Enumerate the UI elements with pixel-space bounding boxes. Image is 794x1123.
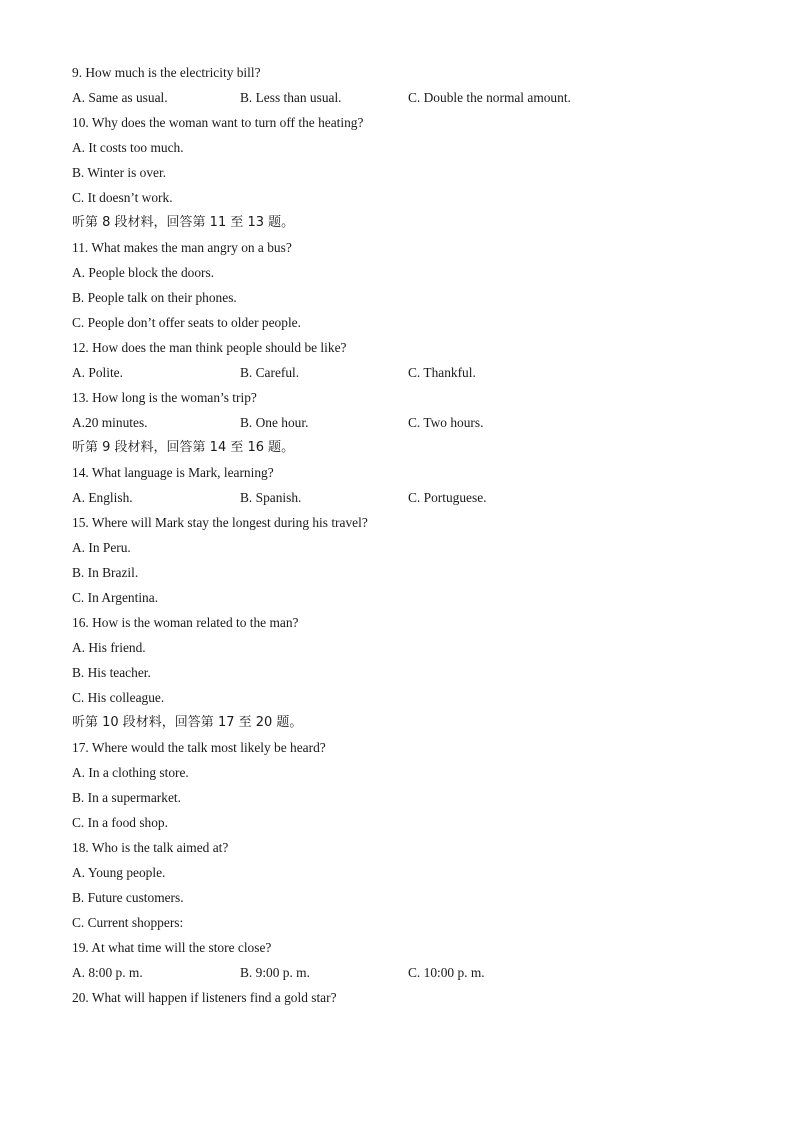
answer-option: A. His friend. [72,640,146,655]
answer-option: B. His teacher. [72,665,151,680]
option-c: C. Thankful. [408,365,476,380]
section-instruction: 听第 9 段材料，回答第 14 至 16 题。 [72,440,295,455]
question-text: 9. How much is the electricity bill? [72,65,261,80]
question-text: 11. What makes the man angry on a bus? [72,240,292,255]
answer-option: A. Young people. [72,865,166,880]
option-a: A. English. [72,490,133,505]
option-b: B. Less than usual. [240,90,342,105]
option-b: B. 9:00 p. m. [240,965,310,980]
option-a: A. Same as usual. [72,90,168,105]
question-text: 15. Where will Mark stay the longest during his travel? [72,515,368,530]
answer-option: B. Future customers. [72,890,184,905]
option-b: B. Spanish. [240,490,302,505]
question-text: 10. Why does the woman want to turn off the heating? [72,115,364,130]
option-a: A.20 minutes. [72,415,148,430]
option-row [72,489,752,514]
answer-option: A. In Peru. [72,540,131,555]
option-c: C. 10:00 p. m. [408,965,485,980]
question-text: 18. Who is the talk aimed at? [72,840,229,855]
option-c: C. Two hours. [408,415,484,430]
answer-option: C. In Argentina. [72,590,159,605]
answer-option: B. In a supermarket. [72,790,181,805]
question-text: 14. What language is Mark, learning? [72,465,274,480]
answer-option: B. In Brazil. [72,565,139,580]
option-row [72,364,752,389]
answer-option: A. It costs too much. [72,140,184,155]
question-text: 12. How does the man think people should be like? [72,340,347,355]
question-text: 16. How is the woman related to the man? [72,615,299,630]
section-instruction: 听第 10 段材料，回答第 17 至 20 题。 [72,715,303,730]
question-list [72,64,752,1014]
answer-option: A. People block the doors. [72,265,215,280]
option-a: A. Polite. [72,365,123,380]
question-text: 20. What will happen if listeners find a gold star? [72,990,337,1005]
section-instruction: 听第 8 段材料，回答第 11 至 13 题。 [72,215,295,230]
option-row [72,414,752,439]
answer-option: B. Winter is over. [72,165,167,180]
question-text: 13. How long is the woman’s trip? [72,390,257,405]
question-text: 19. At what time will the store close? [72,940,272,955]
answer-option: C. In a food shop. [72,815,168,830]
option-a: A. 8:00 p. m. [72,965,143,980]
option-row [72,964,752,989]
answer-option: A. In a clothing store. [72,765,189,780]
option-row [72,89,752,114]
option-c: C. Portuguese. [408,490,487,505]
answer-option: C. Current shoppers: [72,915,184,930]
answer-option: C. It doesn’t work. [72,190,173,205]
answer-option: C. His colleague. [72,690,165,705]
option-b: B. Careful. [240,365,300,380]
answer-option: B. People talk on their phones. [72,290,237,305]
answer-option: C. People don’t offer seats to older people. [72,315,301,330]
option-b: B. One hour. [240,415,309,430]
question-text: 17. Where would the talk most likely be heard? [72,740,326,755]
option-c: C. Double the normal amount. [408,90,571,105]
